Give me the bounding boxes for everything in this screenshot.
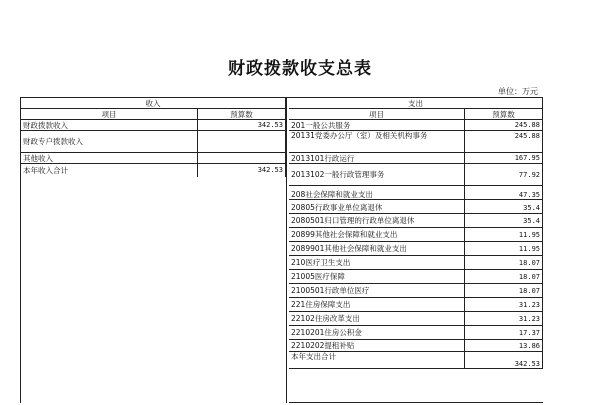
income-amount: 342.53: [198, 120, 286, 131]
expense-item: 20805行政事业单位离退休: [289, 200, 465, 214]
table-row: [289, 352, 543, 369]
expense-amount: 47.35: [465, 186, 543, 200]
table-row: [21, 164, 286, 177]
expense-amount: 18.07: [465, 256, 543, 270]
income-amount: [198, 153, 286, 164]
income-item: 本年收入合计: [21, 164, 198, 177]
expense-item: 2089901其他社会保障和就业支出: [289, 242, 465, 256]
expense-item: 208社会保障和就业支出: [289, 186, 465, 200]
income-header-row: [21, 98, 286, 109]
table-row: [21, 120, 286, 131]
table-row: [289, 298, 543, 312]
table-row: [289, 340, 543, 352]
expense-col-item: 项目: [289, 109, 465, 120]
expense-amount: 13.86: [465, 340, 543, 352]
expense-item: 2013102一般行政管理事务: [289, 164, 465, 186]
table-row: [289, 153, 543, 164]
table-row: [289, 120, 543, 131]
expense-amount: 342.53: [465, 352, 543, 369]
expense-amount: 11.95: [465, 242, 543, 256]
budget-table: [20, 97, 543, 403]
table-row: [289, 200, 543, 214]
expense-colhead-row: [289, 109, 543, 120]
expense-header: 支出: [289, 98, 543, 109]
table-row: [289, 228, 543, 242]
expense-amount: 31.23: [465, 298, 543, 312]
expense-item: 20131党委办公厅（室）及相关机构事务: [289, 131, 465, 153]
table-row: [289, 284, 543, 298]
table-row: [289, 186, 543, 200]
expense-item: 201一般公共服务: [289, 120, 465, 131]
table-row: [289, 164, 543, 186]
expense-item: 22102住房改革支出: [289, 312, 465, 326]
expense-amount: 18.07: [465, 284, 543, 298]
table-row: [289, 270, 543, 284]
income-header: 收入: [21, 98, 286, 109]
income-col-amount: 预算数: [198, 109, 286, 120]
expense-amount: 245.88: [465, 131, 543, 153]
expense-item: 20899其他社会保障和就业支出: [289, 228, 465, 242]
expense-amount: 11.95: [465, 228, 543, 242]
income-item: 财政拨款收入: [21, 120, 198, 131]
expense-bottom-border: [289, 402, 543, 403]
table-row: [289, 131, 543, 153]
income-item: 其他收入: [21, 153, 198, 164]
table-row: [289, 326, 543, 340]
expense-col-amount: 预算数: [465, 109, 543, 120]
expense-amount: 35.4: [465, 200, 543, 214]
income-colhead-row: [21, 109, 286, 120]
income-amount: 342.53: [198, 164, 286, 177]
income-amount: [198, 131, 286, 153]
expense-item: 210医疗卫生支出: [289, 256, 465, 270]
report-title: 财政拨款收支总表: [228, 59, 372, 79]
expense-amount: 77.92: [465, 164, 543, 186]
expense-amount: 17.37: [465, 326, 543, 340]
expense-item: 2013101行政运行: [289, 153, 465, 164]
table-row: [289, 214, 543, 228]
table-row: [289, 256, 543, 270]
expense-item: 21005医疗保障: [289, 270, 465, 284]
unit-label: 单位：万元: [498, 87, 538, 96]
table-row: [21, 131, 286, 153]
table-row: [289, 242, 543, 256]
expense-item: 221住房保障支出: [289, 298, 465, 312]
expense-amount: 245.88: [465, 120, 543, 131]
expense-item: 2210201住房公积金: [289, 326, 465, 340]
income-col-item: 项目: [21, 109, 198, 120]
table-row: [21, 153, 286, 164]
expense-amount: 31.23: [465, 312, 543, 326]
expense-amount: 167.95: [465, 153, 543, 164]
expense-item: 2210202提租补贴: [289, 340, 465, 352]
table-row: [289, 312, 543, 326]
income-item: 财政专户拨款收入: [21, 131, 198, 153]
expense-item: 2100501行政单位医疗: [289, 284, 465, 298]
expense-item: 2080501归口管理的行政单位离退休: [289, 214, 465, 228]
expense-amount: 18.07: [465, 270, 543, 284]
expense-amount: 35.4: [465, 214, 543, 228]
expense-item: 本年支出合计: [289, 352, 465, 369]
expense-header-row: [289, 98, 543, 109]
